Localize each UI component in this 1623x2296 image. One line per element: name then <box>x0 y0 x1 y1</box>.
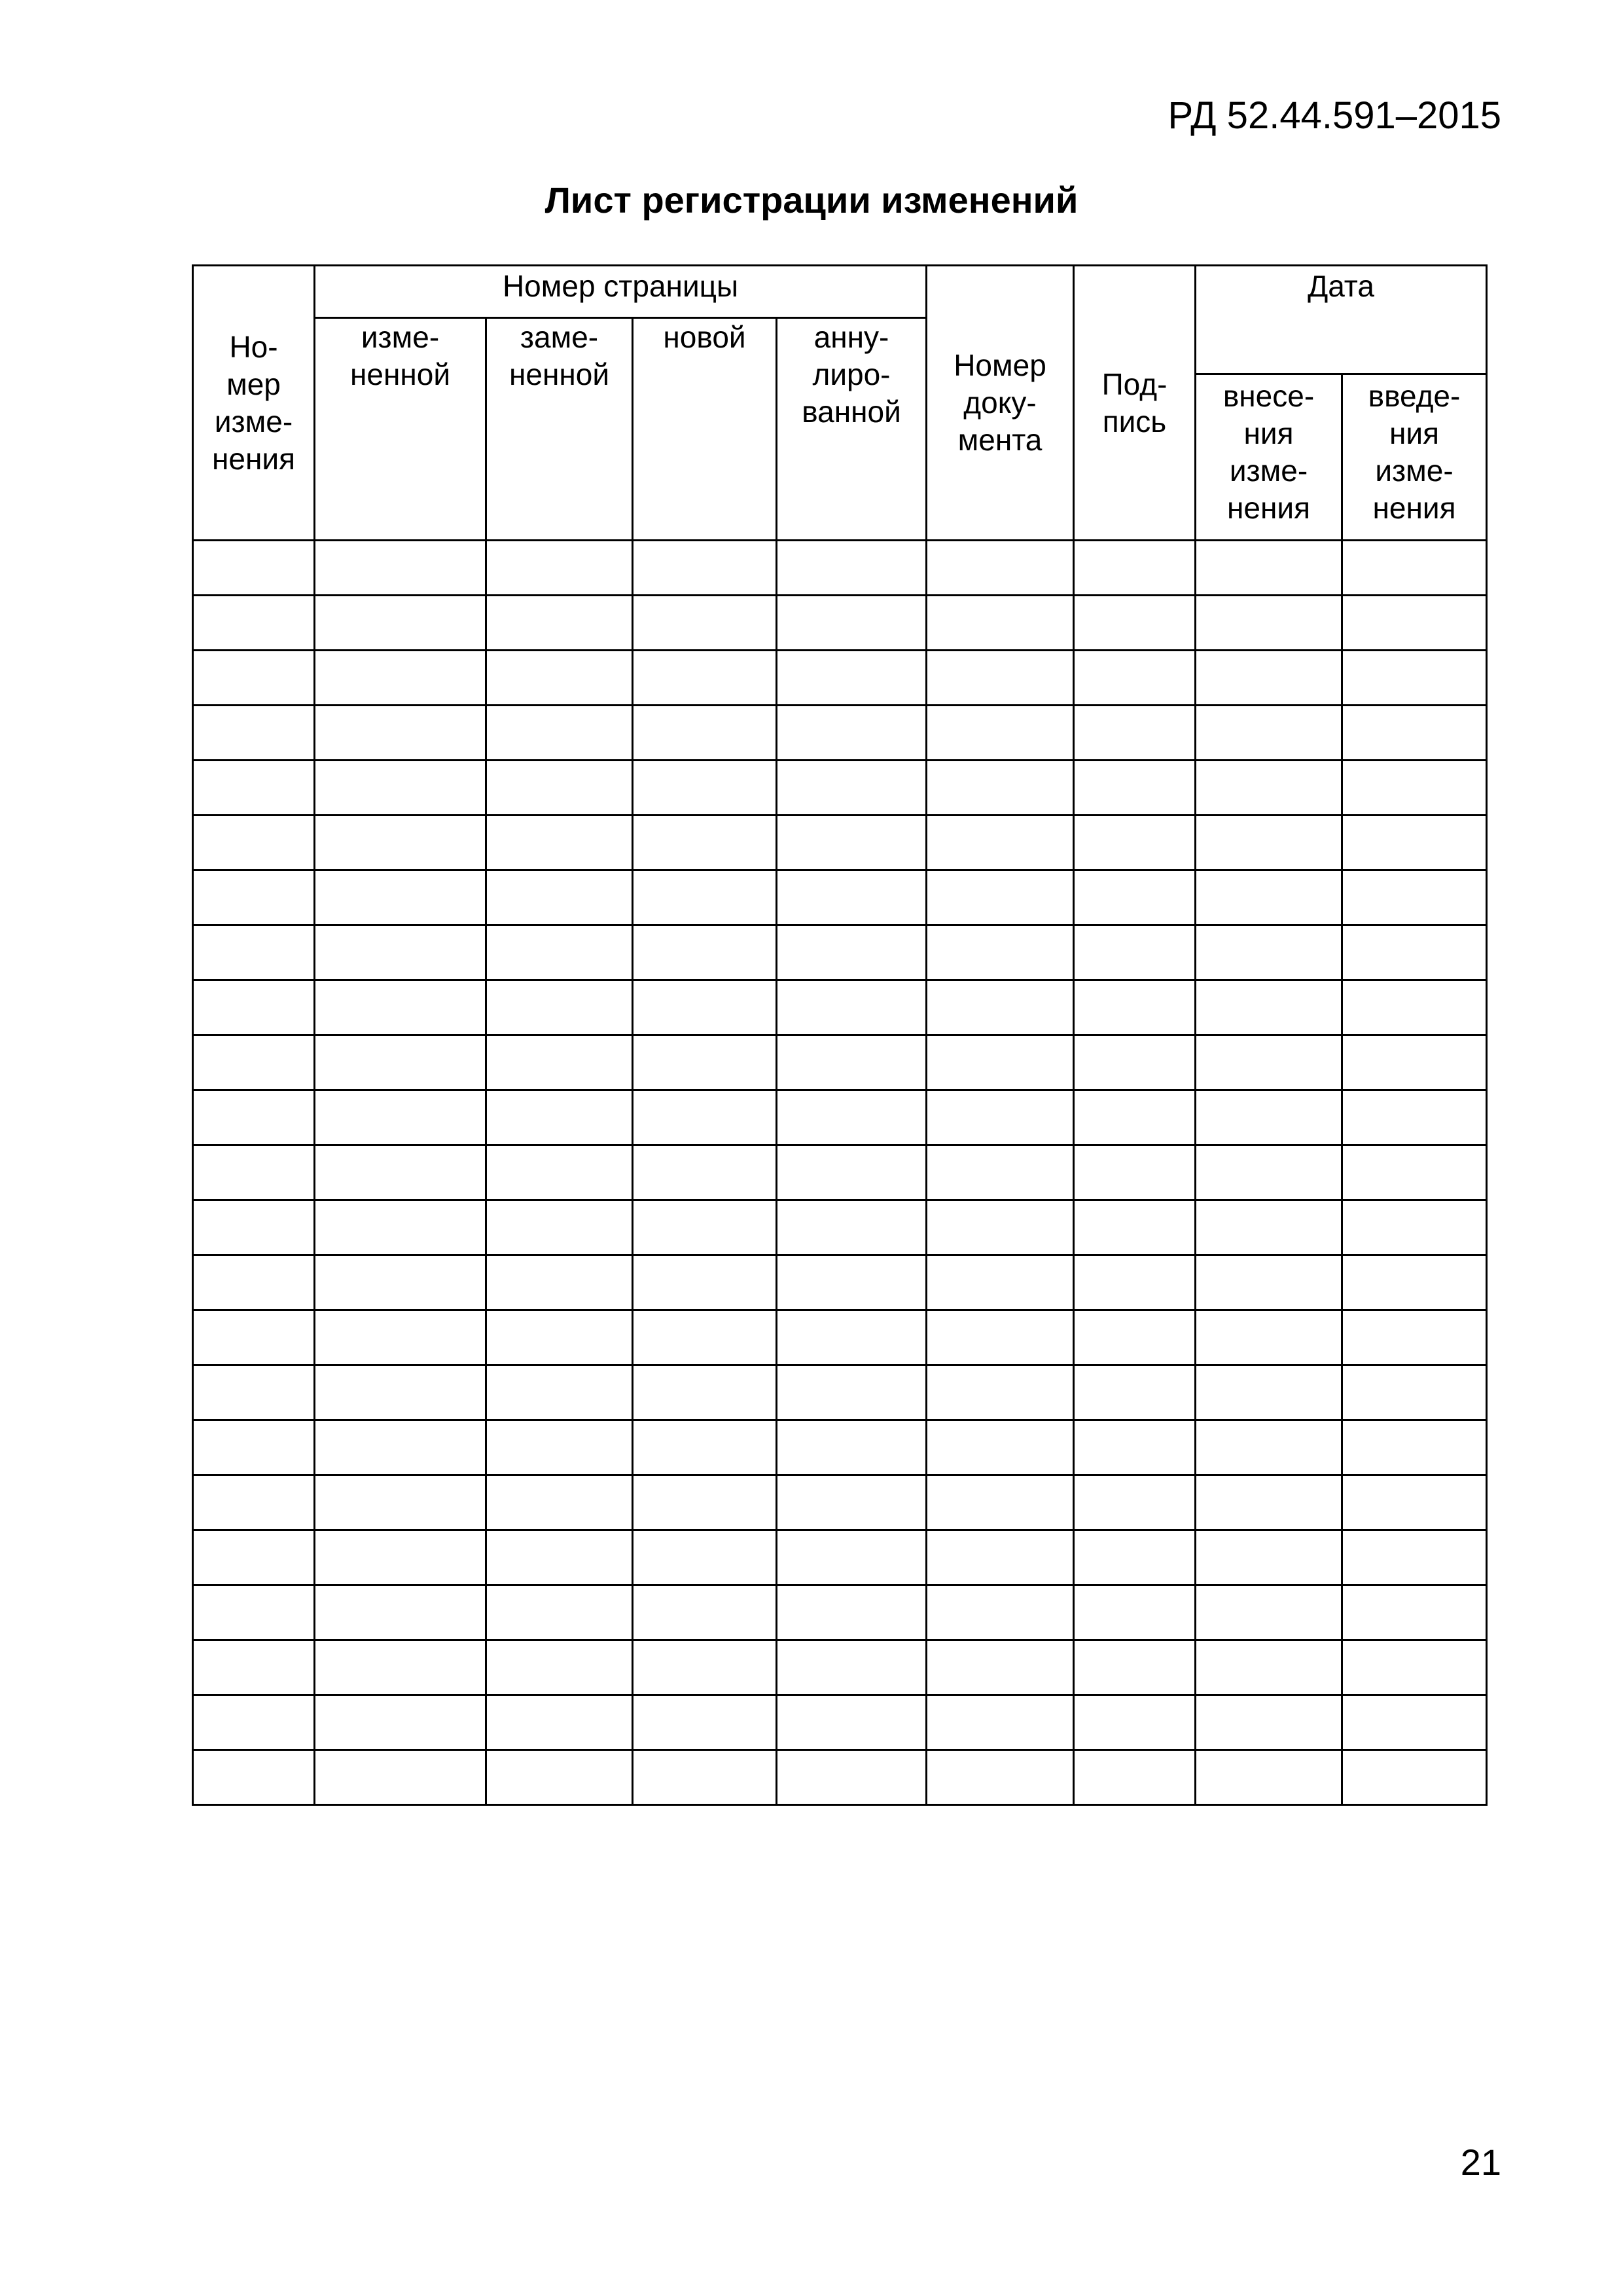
table-cell <box>1342 816 1487 870</box>
table-cell <box>777 980 927 1035</box>
table-cell <box>193 1255 315 1310</box>
table-cell <box>1074 706 1196 761</box>
header-date-entry: внесе- ния изме- нения <box>1196 374 1342 541</box>
table-cell <box>927 706 1074 761</box>
table-cell <box>777 706 927 761</box>
change-registration-table <box>192 264 1488 1806</box>
table-cell <box>1196 1090 1342 1145</box>
table-cell <box>1074 761 1196 816</box>
table-cell <box>927 1420 1074 1475</box>
table-cell <box>777 1090 927 1145</box>
table-cell <box>777 1310 927 1365</box>
table-cell <box>315 1310 486 1365</box>
table-cell <box>315 1365 486 1420</box>
table-row <box>193 925 1487 980</box>
table-row <box>193 870 1487 925</box>
page-number: 21 <box>1460 2142 1501 2183</box>
table-cell <box>193 596 315 651</box>
table-cell <box>1074 1695 1196 1750</box>
table-cell <box>193 1420 315 1475</box>
table-cell <box>486 870 633 925</box>
table-cell <box>193 980 315 1035</box>
table-row <box>193 651 1487 706</box>
table-cell <box>486 1475 633 1530</box>
table-cell <box>1074 1090 1196 1145</box>
table-cell <box>315 1695 486 1750</box>
header-page-changed: изме- ненной <box>315 318 486 541</box>
table-cell <box>633 925 777 980</box>
table-cell <box>777 925 927 980</box>
table-cell <box>633 1750 777 1805</box>
table-cell <box>777 541 927 596</box>
table-cell <box>1074 1640 1196 1695</box>
table-cell <box>1196 1750 1342 1805</box>
table-cell <box>1074 1200 1196 1255</box>
table-cell <box>777 1585 927 1640</box>
table-cell <box>193 761 315 816</box>
table-cell <box>1074 1145 1196 1200</box>
table-row <box>193 1200 1487 1255</box>
table-cell <box>927 1200 1074 1255</box>
table-cell <box>315 541 486 596</box>
table-row <box>193 1475 1487 1530</box>
table-cell <box>193 870 315 925</box>
table-row <box>193 761 1487 816</box>
table-cell <box>777 1255 927 1310</box>
table-row <box>193 706 1487 761</box>
table-row <box>193 1310 1487 1365</box>
table-cell <box>1342 1255 1487 1310</box>
table-cell <box>486 761 633 816</box>
table-cell <box>1342 925 1487 980</box>
table-cell <box>1342 980 1487 1035</box>
table-cell <box>315 870 486 925</box>
table-cell <box>633 1200 777 1255</box>
table-row <box>193 1255 1487 1310</box>
header-page-replaced: заме- ненной <box>486 318 633 541</box>
table-cell <box>486 541 633 596</box>
table-cell <box>193 1090 315 1145</box>
table-cell <box>486 596 633 651</box>
table-cell <box>633 1255 777 1310</box>
table-cell <box>315 1475 486 1530</box>
table-cell <box>927 1145 1074 1200</box>
header-date-effective: введе- ния изме- нения <box>1342 374 1487 541</box>
table-cell <box>1074 651 1196 706</box>
table-cell <box>633 541 777 596</box>
table-cell <box>1342 1365 1487 1420</box>
table-cell <box>1342 1420 1487 1475</box>
table-cell <box>1342 761 1487 816</box>
table-cell <box>927 1695 1074 1750</box>
table-cell <box>486 706 633 761</box>
table-cell <box>927 870 1074 925</box>
table-cell <box>1196 1640 1342 1695</box>
table-cell <box>633 596 777 651</box>
header-change-number: Но- мер изме- нения <box>193 266 315 541</box>
table-cell <box>486 1420 633 1475</box>
header-signature: Под- пись <box>1074 266 1196 541</box>
table-cell <box>777 761 927 816</box>
table-cell <box>315 1255 486 1310</box>
table-cell <box>927 816 1074 870</box>
table-cell <box>777 596 927 651</box>
table-cell <box>1196 541 1342 596</box>
table-cell <box>927 1530 1074 1585</box>
table-cell <box>1196 1695 1342 1750</box>
table-cell <box>1342 1200 1487 1255</box>
table-cell <box>633 1640 777 1695</box>
table-cell <box>1074 816 1196 870</box>
table-cell <box>1342 651 1487 706</box>
table-cell <box>1342 1145 1487 1200</box>
table-cell <box>1196 1310 1342 1365</box>
table-cell <box>1196 1255 1342 1310</box>
table-row <box>193 1695 1487 1750</box>
table-cell <box>486 1310 633 1365</box>
table-cell <box>1342 1310 1487 1365</box>
header-date-group: Дата <box>1196 266 1487 374</box>
table-cell <box>1196 870 1342 925</box>
table-row <box>193 1750 1487 1805</box>
table-cell <box>1196 925 1342 980</box>
table-cell <box>633 1420 777 1475</box>
table-cell <box>777 1420 927 1475</box>
table-cell <box>486 816 633 870</box>
table-cell <box>633 1475 777 1530</box>
table-cell <box>927 1090 1074 1145</box>
table-cell <box>777 1530 927 1585</box>
table-cell <box>1342 1640 1487 1695</box>
table-cell <box>1074 596 1196 651</box>
table-cell <box>633 1310 777 1365</box>
table-cell <box>193 1145 315 1200</box>
table-cell <box>193 925 315 980</box>
table-cell <box>1074 1420 1196 1475</box>
table-cell <box>927 925 1074 980</box>
table-cell <box>315 596 486 651</box>
table-cell <box>193 1585 315 1640</box>
table-cell <box>193 1695 315 1750</box>
table-cell <box>927 1255 1074 1310</box>
table-cell <box>927 1750 1074 1805</box>
table-cell <box>193 651 315 706</box>
table-cell <box>633 1530 777 1585</box>
table-cell <box>315 706 486 761</box>
table-cell <box>315 1530 486 1585</box>
table-cell <box>927 541 1074 596</box>
table-cell <box>315 980 486 1035</box>
table-cell <box>927 1640 1074 1695</box>
table-cell <box>193 1035 315 1090</box>
table-cell <box>315 651 486 706</box>
table-cell <box>193 1750 315 1805</box>
table-cell <box>486 1530 633 1585</box>
table-row <box>193 980 1487 1035</box>
table-cell <box>927 1035 1074 1090</box>
table-row <box>193 1640 1487 1695</box>
table-row <box>193 1145 1487 1200</box>
table-cell <box>1074 1310 1196 1365</box>
header-page-number-group: Номер страницы <box>315 266 927 318</box>
table-cell <box>927 761 1074 816</box>
table-cell <box>486 1090 633 1145</box>
table-cell <box>1342 1695 1487 1750</box>
table-cell <box>777 1200 927 1255</box>
table-cell <box>193 1200 315 1255</box>
table-cell <box>1196 1530 1342 1585</box>
table-cell <box>777 1640 927 1695</box>
table-cell <box>1196 596 1342 651</box>
table-cell <box>777 816 927 870</box>
table-cell <box>193 541 315 596</box>
table-cell <box>1074 1750 1196 1805</box>
table-cell <box>193 816 315 870</box>
table-cell <box>1196 1420 1342 1475</box>
table-cell <box>1196 1365 1342 1420</box>
table-cell <box>193 1365 315 1420</box>
table-cell <box>633 1695 777 1750</box>
table-cell <box>1196 1475 1342 1530</box>
table-cell <box>1342 1035 1487 1090</box>
table-cell <box>486 1365 633 1420</box>
table-cell <box>486 1640 633 1695</box>
header-page-annulled: анну- лиро- ванной <box>777 318 927 541</box>
table-cell <box>927 1585 1074 1640</box>
table-cell <box>1074 541 1196 596</box>
table-cell <box>1196 761 1342 816</box>
table-cell <box>315 1750 486 1805</box>
table-cell <box>927 596 1074 651</box>
table-cell <box>1074 925 1196 980</box>
table-row <box>193 1530 1487 1585</box>
table-cell <box>927 1365 1074 1420</box>
table-cell <box>1342 1585 1487 1640</box>
header-document-number: Номер доку- мента <box>927 266 1074 541</box>
table-cell <box>777 1695 927 1750</box>
table-cell <box>777 1145 927 1200</box>
table-cell <box>315 1585 486 1640</box>
page-title: Лист регистрации изменений <box>544 179 1079 221</box>
table-row <box>193 596 1487 651</box>
table-cell <box>315 1145 486 1200</box>
table-cell <box>633 980 777 1035</box>
table-row <box>193 816 1487 870</box>
table-cell <box>315 1640 486 1695</box>
table-cell <box>1074 1530 1196 1585</box>
table-cell <box>633 651 777 706</box>
table-cell <box>633 761 777 816</box>
table-cell <box>777 651 927 706</box>
table-cell <box>1342 1750 1487 1805</box>
table-cell <box>486 1035 633 1090</box>
table-cell <box>777 1750 927 1805</box>
table-cell <box>633 1585 777 1640</box>
table-cell <box>633 706 777 761</box>
table-cell <box>193 1640 315 1695</box>
document-code: РД 52.44.591–2015 <box>1168 94 1501 137</box>
table-cell <box>633 816 777 870</box>
table-cell <box>777 1475 927 1530</box>
table-cell <box>1342 541 1487 596</box>
table-cell <box>486 1145 633 1200</box>
table-cell <box>315 816 486 870</box>
table-cell <box>1196 980 1342 1035</box>
table-cell <box>486 1585 633 1640</box>
table-cell <box>193 706 315 761</box>
table-cell <box>1342 706 1487 761</box>
table-cell <box>1074 1255 1196 1310</box>
table-cell <box>1196 651 1342 706</box>
table-cell <box>927 980 1074 1035</box>
table-cell <box>193 1475 315 1530</box>
table-cell <box>1074 1585 1196 1640</box>
table-cell <box>486 980 633 1035</box>
table-cell <box>633 1035 777 1090</box>
table-cell <box>315 1200 486 1255</box>
table-cell <box>927 651 1074 706</box>
table-cell <box>633 870 777 925</box>
table-cell <box>927 1310 1074 1365</box>
table-cell <box>1196 1035 1342 1090</box>
table-row <box>193 1035 1487 1090</box>
table-row <box>193 1585 1487 1640</box>
table-cell <box>1074 870 1196 925</box>
table-cell <box>1074 1475 1196 1530</box>
table-cell <box>486 1255 633 1310</box>
table-cell <box>927 1475 1074 1530</box>
table-cell <box>1074 1365 1196 1420</box>
table-cell <box>486 651 633 706</box>
table-cell <box>1342 1530 1487 1585</box>
table-cell <box>633 1090 777 1145</box>
table-cell <box>486 1200 633 1255</box>
table-cell <box>1196 1145 1342 1200</box>
table-cell <box>1342 870 1487 925</box>
table-cell <box>1342 596 1487 651</box>
table-cell <box>486 925 633 980</box>
table-cell <box>315 761 486 816</box>
table-cell <box>777 870 927 925</box>
table-cell <box>1074 980 1196 1035</box>
table-cell <box>486 1695 633 1750</box>
table-row <box>193 1365 1487 1420</box>
table-cell <box>315 1035 486 1090</box>
table-cell <box>1342 1475 1487 1530</box>
table-cell <box>193 1310 315 1365</box>
table-cell <box>315 1090 486 1145</box>
table-cell <box>1074 1035 1196 1090</box>
table-cell <box>1196 1585 1342 1640</box>
table-cell <box>315 1420 486 1475</box>
table-cell <box>1196 816 1342 870</box>
table-cell <box>193 1530 315 1585</box>
table-row <box>193 541 1487 596</box>
table-cell <box>486 1750 633 1805</box>
table-cell <box>315 925 486 980</box>
table-cell <box>1196 1200 1342 1255</box>
table-cell <box>633 1145 777 1200</box>
table-cell <box>1196 706 1342 761</box>
header-page-new: новой <box>633 318 777 541</box>
table-cell <box>633 1365 777 1420</box>
table-cell <box>777 1365 927 1420</box>
table-cell <box>777 1035 927 1090</box>
table-row <box>193 1090 1487 1145</box>
table-row <box>193 1420 1487 1475</box>
table-cell <box>1342 1090 1487 1145</box>
